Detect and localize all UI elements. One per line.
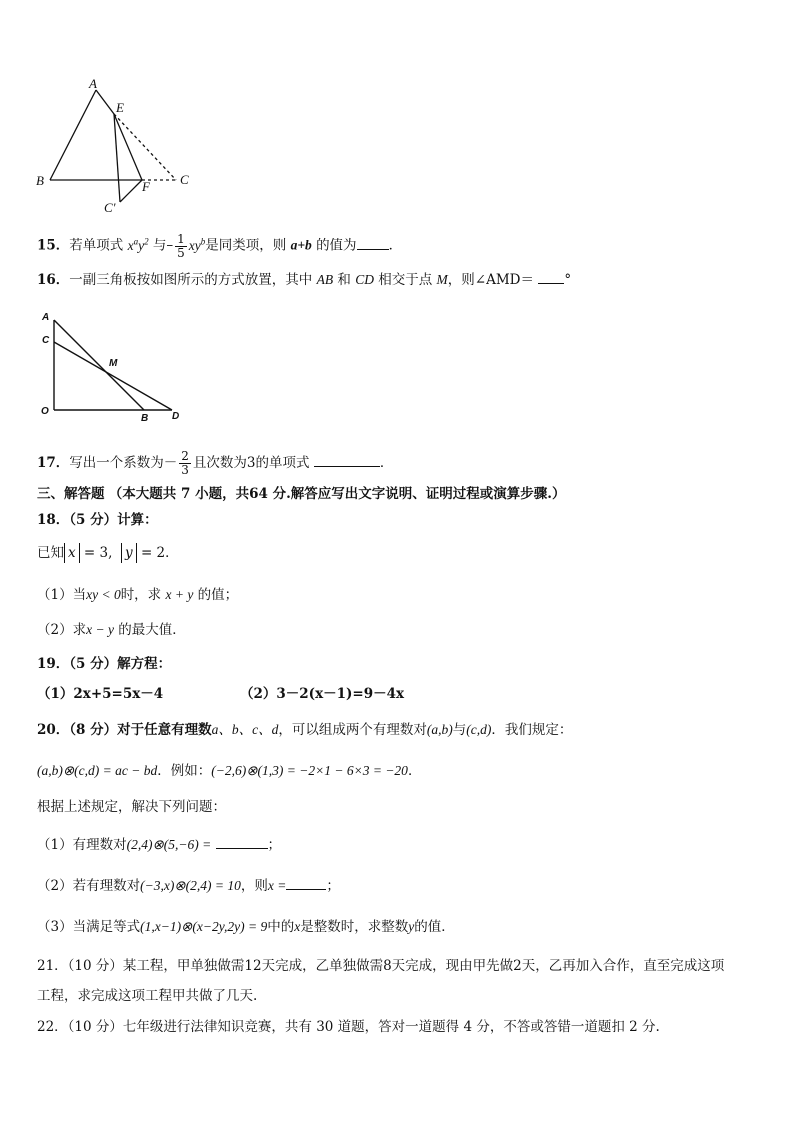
q15-number: 15． — [37, 237, 70, 254]
q18-heading: 18．（5 分）计算： — [37, 512, 158, 528]
edge-AE — [96, 90, 114, 114]
q16-answer-blank[interactable] — [538, 270, 564, 284]
q15-text-pre: 若单项式 — [69, 237, 124, 254]
q16-number: 16． — [37, 272, 70, 288]
q17-fraction: $\frac{2}{3}$ — [181, 449, 189, 477]
q17-answer-blank[interactable] — [314, 453, 380, 467]
label-F: F — [142, 179, 150, 194]
q15-monomial-1: $x^ay^2$ — [127, 236, 149, 253]
section-3-heading: 三、解答题 （本大题共 7 小题，共64 分.解答应写出文字说明、证明过程或演算步骤.） — [37, 486, 566, 502]
label-B-2: B — [141, 413, 149, 424]
q18-part1: （1）当xy < 0时，求 x + y 的值； — [37, 587, 239, 603]
q20-p2-answer-blank[interactable] — [286, 876, 326, 890]
q18-part2: （2）求x − y 的最大值． — [37, 622, 186, 638]
q15-ab: a+b — [290, 237, 312, 253]
q21-line1: 21．（10 分）某工程，甲单独做需12天完成，乙单独做需8天完成，现由甲先做2天，乙再加入合作，直至完成这项 — [37, 958, 725, 974]
label-C-2: C — [42, 335, 50, 346]
figure-set-squares — [36, 312, 186, 432]
label-E: E — [116, 100, 124, 115]
question-16: 16．一副三角板按如图所示的方式放置，其中 AB 和 CD 相交于点 M，则∠AMD＝ ° — [37, 272, 572, 288]
q20-definition: (a,b)⊗(c,d) = ac − bd．例如：(−2,6)⊗(1,3) = −2×1 − 6×3 = −20． — [37, 763, 422, 779]
label-O: O — [41, 406, 49, 417]
q21-line2: 工程，求完成这项工程甲共做了几天. — [37, 988, 258, 1004]
q15-text-post: 是同类项，则 — [205, 237, 287, 254]
line-CD — [54, 342, 172, 410]
label-C-prime: C' — [104, 200, 116, 215]
q22-line1: 22．（10 分）七年级进行法律知识竞赛，共有 30 道题，答对一道题得 4 分，不答或答错一道题扣 2 分. — [37, 1019, 660, 1035]
q17-number: 17． — [37, 455, 70, 471]
q20-p1-answer-blank[interactable] — [216, 835, 268, 849]
edge-AB — [50, 90, 96, 180]
q15-answer-blank[interactable] — [357, 236, 389, 250]
q20-part3: （3）当满足等式(1,x−1)⊗(x−2y,2y) = 9中的x是整数时，求整数y的值． — [37, 919, 455, 935]
figure-triangle-fold-svg — [36, 78, 196, 218]
label-A-2: A — [42, 312, 50, 323]
q20-part1: （1）有理数对(2,4)⊗(5,−6) = ； — [37, 837, 282, 853]
question-15: 15．若单项式 $x^ay^2$ 与– $\frac{1}{5}$ $xy^b$是同类项，则 a+b 的值为 ． — [37, 231, 403, 260]
q20-heading: 20．（8 分）对于任意有理数a、b、c、d，可以组成两个有理数对(a,b)与(c,d)．我们规定： — [37, 722, 573, 738]
label-M: M — [109, 358, 118, 369]
q15-text-end: 的值为 — [316, 237, 357, 254]
q19-heading: 19．（5 分）解方程： — [37, 656, 172, 672]
q15-text-mid: 与 — [152, 237, 167, 254]
q20-intro: 根据上述规定，解决下列问题： — [37, 799, 226, 815]
question-17: 17．写出一个系数为－ $\frac{2}{3}$ 且次数为3的单项式 ． — [37, 449, 394, 477]
label-C: C — [180, 172, 189, 187]
q15-monomial-2: $xy^b$ — [188, 236, 206, 253]
edge-EC-dashed — [114, 114, 176, 180]
q19-part2: （2）3－2(x－1)=9－4x — [240, 686, 405, 702]
figure-triangle-fold — [36, 78, 196, 218]
edge-C-prime-F — [120, 180, 142, 202]
label-D: D — [172, 411, 180, 422]
label-B: B — [36, 173, 44, 188]
q19-part1: （1）2x+5=5x－4 — [37, 686, 164, 702]
q15-fraction: $\frac{1}{5}$ — [177, 231, 185, 260]
figure-set-squares-svg — [36, 312, 186, 432]
label-A: A — [89, 76, 97, 91]
q18-given: 已知 x = 3, y = 2． — [37, 545, 179, 561]
line-AB — [54, 320, 144, 410]
q20-part2: （2）若有理数对(−3,x)⊗(2,4) = 10，则x = ； — [37, 878, 340, 894]
